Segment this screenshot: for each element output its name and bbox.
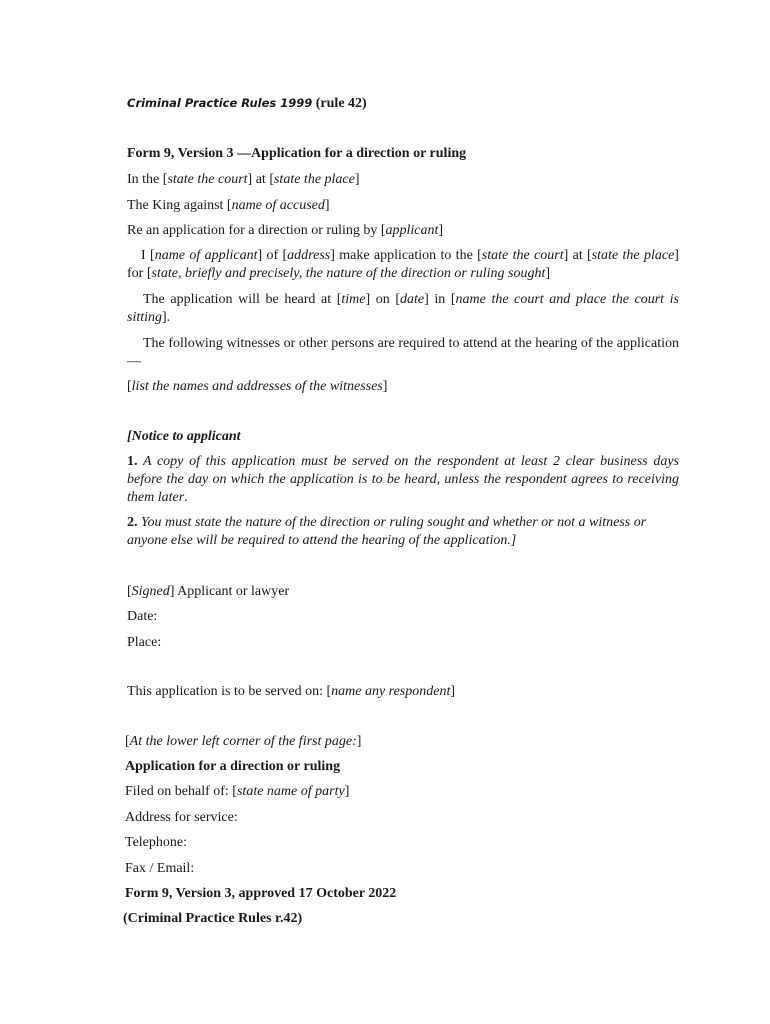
- rules-reference: (Criminal Practice Rules r.42): [123, 911, 303, 926]
- telephone-label: Telephone:: [125, 835, 187, 850]
- filed-on-behalf-line: Filed on behalf of: [state name of party]: [125, 784, 350, 799]
- address-for-service-label: Address for service:: [125, 810, 238, 825]
- form-approval: Form 9, Version 3, approved 17 October 2022: [125, 886, 397, 901]
- hearing-paragraph: The application will be heard at [time] on [date] in [name the court and place the court is sitting].: [127, 292, 679, 325]
- notice-heading: [Notice to applicant: [127, 429, 241, 444]
- accused-placeholder: name of accused: [231, 198, 325, 213]
- notice-item-2: 2. You must state the nature of the direction or ruling sought and whether or not a witness or anyone else will be required to attend the hearing of the application.]: [127, 515, 647, 548]
- rule-reference: (rule 42): [315, 96, 367, 111]
- witnesses-paragraph: The following witnesses or other persons are required to attend at the hearing of the application—: [127, 336, 679, 369]
- place-label: Place:: [127, 635, 162, 650]
- form-heading: Form 9, Version 3 —Application for a direction or ruling: [127, 146, 467, 161]
- service-line: This application is to be served on: [name any respondent]: [127, 684, 456, 699]
- application-paragraph: I [name of applicant] of [address] make application to the [state the court] at [state the place] for [state, briefly and precisely, the nature of the direction or ruling sought]: [127, 248, 679, 281]
- parties-line: The King against [name of accused]: [127, 198, 330, 213]
- applicant-placeholder: applicant: [385, 223, 439, 238]
- signature-line: [Signed] Applicant or lawyer: [127, 584, 290, 599]
- date-label: Date:: [127, 609, 158, 624]
- fax-email-label: Fax / Email:: [125, 861, 195, 876]
- document-header: [127, 94, 679, 113]
- witnesses-list: [list the names and addresses of the witnesses]: [127, 379, 388, 394]
- notice-item-1: 1. A copy of this application must be served on the respondent at least 2 clear business days before the day on which the application is to be heard, unless the respondent agrees to receiving them later.: [127, 454, 679, 505]
- court-placeholder: state the court: [167, 172, 248, 187]
- application-title: Application for a direction or ruling: [125, 759, 341, 774]
- first-page-note: [At the lower left corner of the first page:]: [125, 734, 362, 749]
- place-placeholder: state the place: [273, 172, 355, 187]
- court-line: In the [state the court] at [state the place]: [127, 172, 360, 187]
- act-title: Criminal Practice Rules 1999: [127, 96, 313, 110]
- re-line: Re an application for a direction or ruling by [applicant]: [127, 223, 444, 238]
